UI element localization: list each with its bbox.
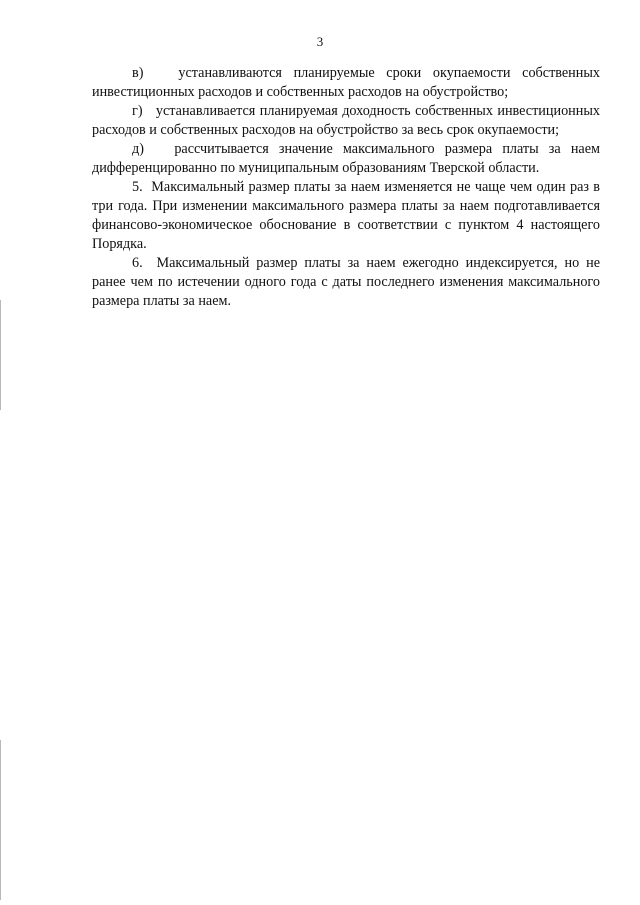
page-number: 3 <box>316 34 324 49</box>
list-item-g: г) устанавливается планируемая доходность собственных инвестиционных расходов и собственных расходов на обустройство за весь срок окупаемости; <box>92 103 600 138</box>
clause-5: 5. Максимальный размер платы за наем изменяется не чаще чем один раз в три года. При изменении максимального размера платы за наем подготавливается финансово-экономическое обоснование в соответствии с пунктом 4 настоящего Порядка. <box>92 179 600 252</box>
document-body <box>92 64 600 311</box>
clause-6: 6. Максимальный размер платы за наем ежегодно индексируется, но не ранее чем по истечении одного года с даты последнего изменения максимального размера платы за наем. <box>92 255 600 309</box>
list-item-v: в) устанавливаются планируемые сроки окупаемости собственных инвестиционных расходов и собственных расходов на обустройство; <box>92 65 600 100</box>
scan-edge-mark <box>0 740 1 900</box>
list-item-d: д) рассчитывается значение максимального размера платы за наем дифференцированно по муниципальным образованиям Тверской области. <box>92 141 600 176</box>
scan-edge-mark <box>0 300 1 410</box>
